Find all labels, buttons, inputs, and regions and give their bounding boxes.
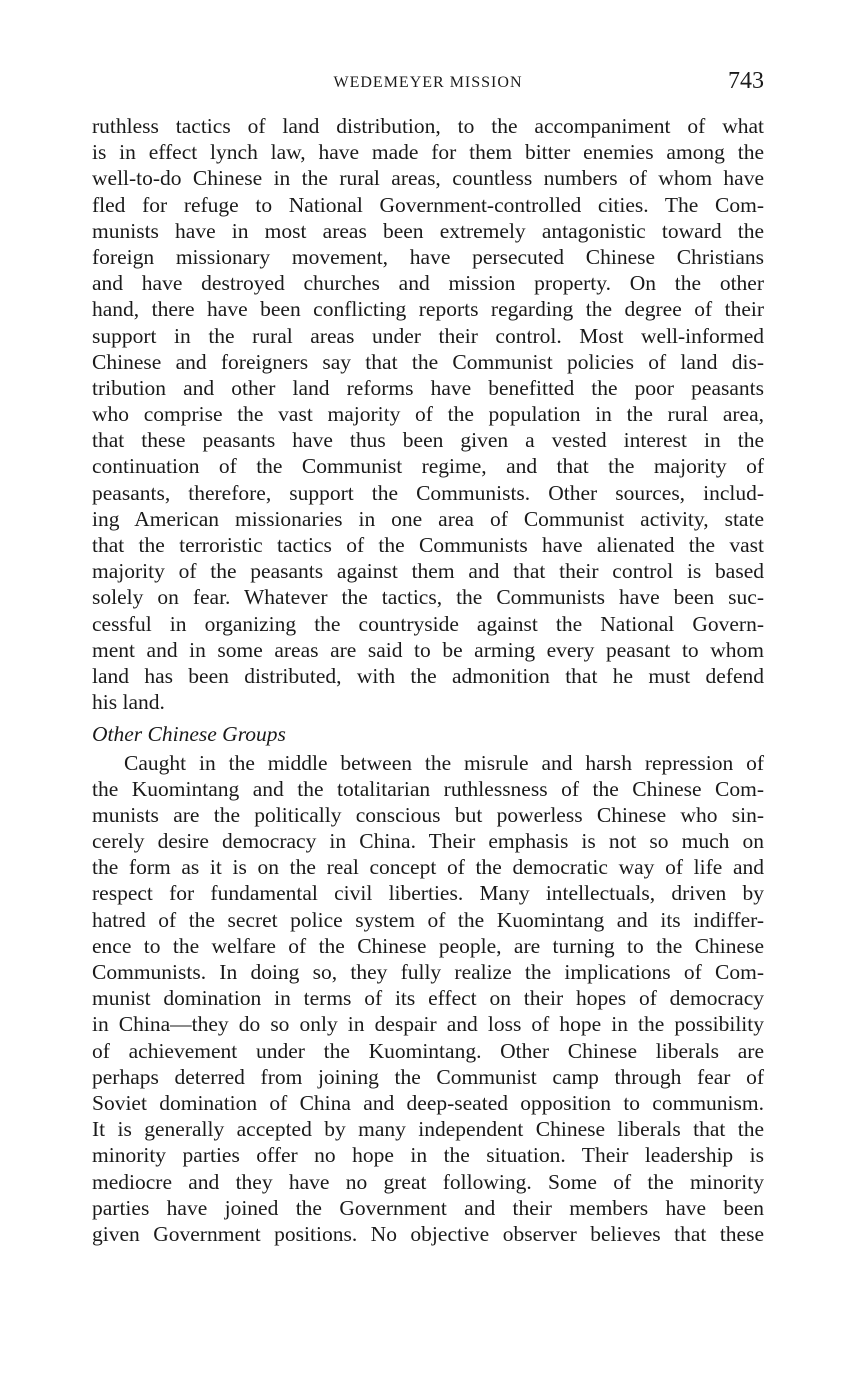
- text-line: and have destroyed churches and mission property. On the other: [92, 271, 764, 296]
- text-line: that these peasants have thus been given a vested interest in the: [92, 428, 764, 453]
- text-line: hatred of the secret police system of the Kuomintang and its indiffer-: [92, 907, 764, 932]
- text-line: hand, there have been conflicting reports regarding the degree of their: [92, 297, 764, 322]
- text-line: Chinese and foreigners say that the Communist policies of land dis-: [92, 349, 764, 374]
- text-line: perhaps deterred from joining the Communist camp through fear of: [92, 1064, 764, 1089]
- text-line: well-to-do Chinese in the rural areas, countless numbers of whom have: [92, 166, 764, 191]
- text-line: minority parties offer no hope in the situation. Their leadership is: [92, 1143, 764, 1168]
- text-line: mediocre and they have no great following. Some of the minority: [92, 1169, 764, 1194]
- paragraph-2: [92, 750, 764, 1248]
- text-line: who comprise the vast majority of the population in the rural area,: [92, 402, 764, 427]
- text-line: Soviet domination of China and deep-seated opposition to communism.: [92, 1090, 764, 1115]
- text-line: is in effect lynch law, have made for them bitter enemies among the: [92, 140, 764, 165]
- text-line: in China—they do so only in despair and loss of hope in the possibility: [92, 1012, 764, 1037]
- text-line: respect for fundamental civil liberties. Many intellectuals, driven by: [92, 881, 764, 906]
- paragraph-1: [92, 113, 764, 715]
- text-line: Communists. In doing so, they fully realize the implications of Com-: [92, 960, 764, 984]
- text-line: given Government positions. No objective observer believes that these: [92, 1221, 764, 1246]
- text-line: land has been distributed, with the admonition that he must defend: [92, 663, 764, 688]
- text-line: ment and in some areas are said to be arming every peasant to whom: [92, 637, 764, 662]
- text-line: foreign missionary movement, have persecuted Chinese Christians: [92, 244, 764, 269]
- text-line: ing American missionaries in one area of Communist activity, state: [92, 506, 764, 531]
- page-header: [92, 68, 764, 100]
- page-number: 743: [728, 68, 764, 94]
- text-line: his land.: [92, 690, 165, 715]
- text-line: ruthless tactics of land distribution, to the accompaniment of what: [92, 114, 764, 138]
- text-line: the Kuomintang and the totalitarian ruthlessness of the Chinese Com-: [92, 776, 764, 801]
- text-line: support in the rural areas under their control. Most well-informed: [92, 323, 764, 348]
- text-line: munist domination in terms of its effect on their hopes of democracy: [92, 986, 764, 1011]
- text-line: parties have joined the Government and their members have been: [92, 1195, 764, 1220]
- text-line: Caught in the middle between the misrule and harsh repression of: [124, 750, 764, 775]
- text-line: the form as it is on the real concept of the democratic way of life and: [92, 855, 764, 880]
- running-head: WEDEMEYER MISSION: [333, 74, 523, 91]
- text-line: majority of the peasants against them and that their control is based: [92, 559, 764, 584]
- text-line: of achievement under the Kuomintang. Other Chinese liberals are: [92, 1038, 764, 1063]
- text-line: continuation of the Communist regime, and that the majority of: [92, 454, 764, 479]
- text-line: It is generally accepted by many independent Chinese liberals that the: [92, 1117, 764, 1142]
- text-line: cerely desire democracy in China. Their emphasis is not so much on: [92, 829, 764, 854]
- text-line: cessful in organizing the countryside against the National Govern-: [92, 611, 764, 636]
- text-line: fled for refuge to National Government-controlled cities. The Com-: [92, 192, 764, 217]
- text-line: peasants, therefore, support the Communists. Other sources, includ-: [92, 480, 764, 505]
- text-line: solely on fear. Whatever the tactics, the Communists have been suc-: [92, 585, 764, 610]
- text-line: ence to the welfare of the Chinese people, are turning to the Chinese: [92, 933, 764, 958]
- section-heading: Other Chinese Groups: [92, 722, 286, 747]
- text-line: munists have in most areas been extremely antagonistic toward the: [92, 218, 764, 243]
- body-text: [92, 113, 764, 1247]
- text-line: that the terroristic tactics of the Communists have alienated the vast: [92, 533, 764, 557]
- text-line: tribution and other land reforms have benefitted the poor peasants: [92, 375, 764, 400]
- text-line: munists are the politically conscious but powerless Chinese who sin-: [92, 802, 764, 827]
